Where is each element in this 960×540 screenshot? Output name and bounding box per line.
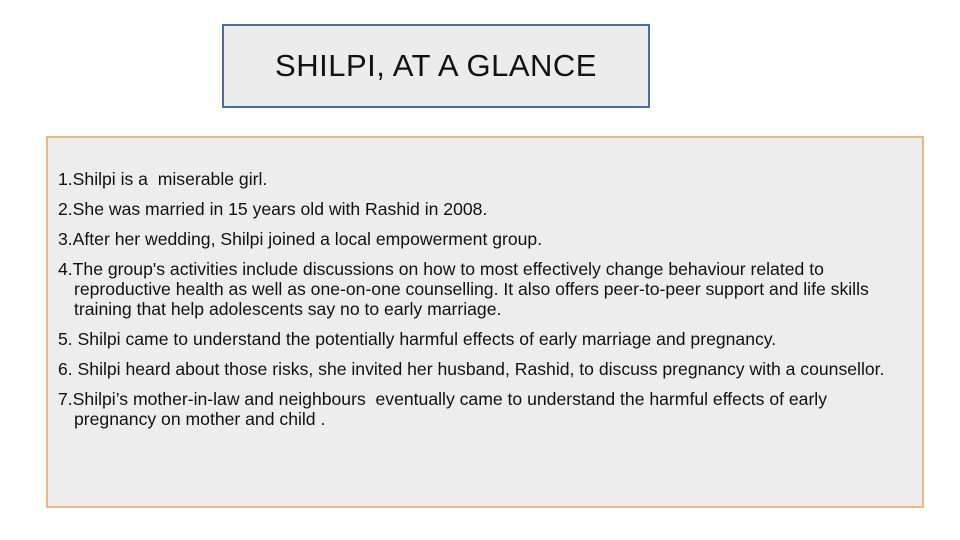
list-item: 2.She was married in 15 years old with Rashid in 2008.: [58, 199, 488, 219]
slide-title: SHILPI, AT A GLANCE: [275, 48, 597, 83]
list-item: 4.The group's activities include discussions on how to most effectively change behaviour related to reproductive health as well as one-on-one counselling. It also offers peer-to-peer support and life skills training that help adolescents say no to early marriage.: [58, 259, 869, 319]
list-item: 3.After her wedding, Shilpi joined a local empowerment group.: [58, 229, 543, 249]
title-box: [222, 24, 650, 108]
list-item: 7.Shilpi’s mother-in-law and neighbours eventually came to understand the harmful effects of early pregnancy on mother and child .: [58, 389, 832, 429]
list-item: 6. Shilpi heard about those risks, she invited her husband, Rashid, to discuss pregnancy with a counsellor.: [58, 359, 885, 379]
content-box: [46, 136, 924, 508]
list-item: 1.Shilpi is a miserable girl.: [58, 169, 268, 189]
list-item: 5. Shilpi came to understand the potentially harmful effects of early marriage and pregnancy.: [58, 329, 777, 349]
